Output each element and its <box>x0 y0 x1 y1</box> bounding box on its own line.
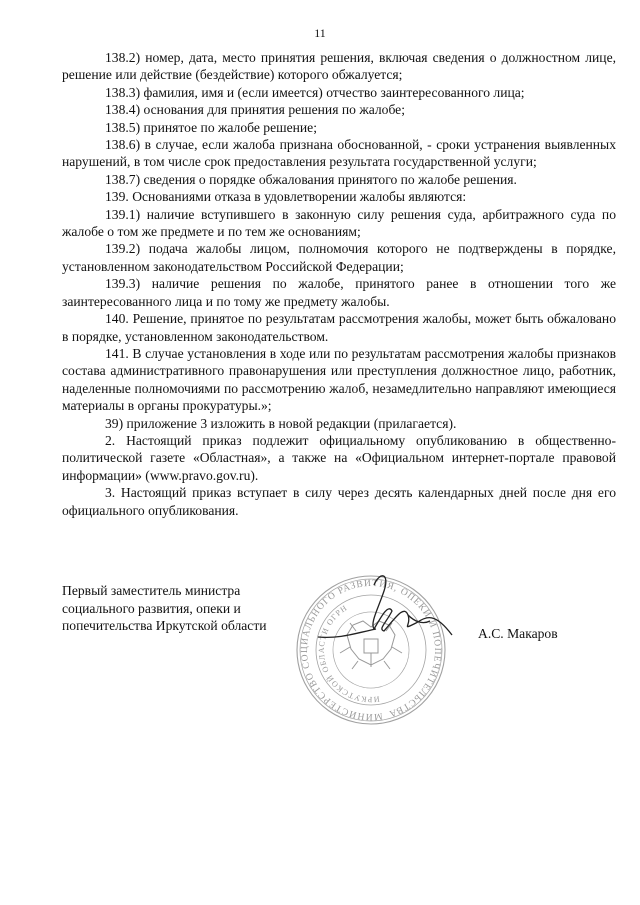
paragraph: 39) приложение 3 изложить в новой редакции (прилагается). <box>105 415 457 431</box>
seal-outer-text: МИНИСТЕРСТВО СОЦИАЛЬНОГО РАЗВИТИЯ, ОПЕКИ И ПОПЕЧИТЕЛЬСТВА <box>299 578 443 722</box>
page-number: 11 <box>314 26 326 40</box>
paragraph: 2. Настоящий приказ подлежит официальному опубликованию в общественно-политической газете «Областная», а также на «Официальном интернет-портале правовой информации» (www.pravo.gov.ru). <box>62 432 616 483</box>
paragraph: 3. Настоящий приказ вступает в силу через десять календарных дней после дня его официального опубликования. <box>62 485 616 518</box>
signatory-title-line: Первый заместитель министра <box>62 583 241 598</box>
seal-inner-text: ИРКУТСКОЙ ОБЛАСТИ ОГРН <box>316 603 380 705</box>
paragraph: 139.3) наличие решения по жалобе, принятого ранее в отношении того же заинтересованного лица и по тому же предмету жалобы. <box>62 276 616 309</box>
signatory-title-line: социального развития, опеки и <box>62 600 241 616</box>
paragraph: 138.5) принятое по жалобе решение; <box>105 119 317 135</box>
paragraph: 138.7) сведения о порядке обжалования принятого по жалобе решения. <box>105 171 517 187</box>
paragraph: 139. Основаниями отказа в удовлетворении жалобы являются: <box>105 189 467 205</box>
paragraph: 139.2) подача жалобы лицом, полномочия которого не подтверждены в порядке, установленном законодательством Российской Федерации; <box>62 241 616 274</box>
eagle-emblem-icon <box>340 621 402 669</box>
paragraph: 138.2) номер, дата, место принятия решения, включая сведения о должностном лице, решение или действие (бездействие) которого обжалуется; <box>62 50 616 83</box>
svg-text:МИНИСТЕРСТВО СОЦИАЛЬНОГО РАЗВИ <box>289 568 454 733</box>
paragraph: 139.1) наличие вступившего в законную силу решения суда, арбитражного суда по жалобе о том же предмете и по тем же основаниям; <box>62 206 616 240</box>
signatory-name: А.С. Макаров <box>478 626 558 641</box>
paragraph: 140. Решение, принятое по результатам рассмотрения жалобы, может быть обжаловано в порядке, установленном законодательством. <box>62 311 616 344</box>
paragraph: 141. В случае установления в ходе или по результатам рассмотрения жалобы признаков состава административного правонарушения или преступления должностное лицо, работник, наделенные полномочиями по рассмотрению жалоб, незамедлительно направляют имеющиеся материалы в органы прокуратуры.»; <box>62 345 616 414</box>
signatory-title-line: попечительства Иркутской области <box>62 618 267 634</box>
document-body <box>62 49 616 519</box>
signatory-title <box>62 582 267 635</box>
paragraph: 138.3) фамилия, имя и (если имеется) отчество заинтересованного лица; <box>105 84 525 100</box>
paragraph: 138.4) основания для принятия решения по жалобе; <box>105 102 405 118</box>
paragraph: 138.6) в случае, если жалоба признана обоснованной, - сроки устранения выявленных нарушений, в том числе срок предоставления результата государственной услуги; <box>62 137 616 170</box>
official-seal <box>276 565 466 735</box>
